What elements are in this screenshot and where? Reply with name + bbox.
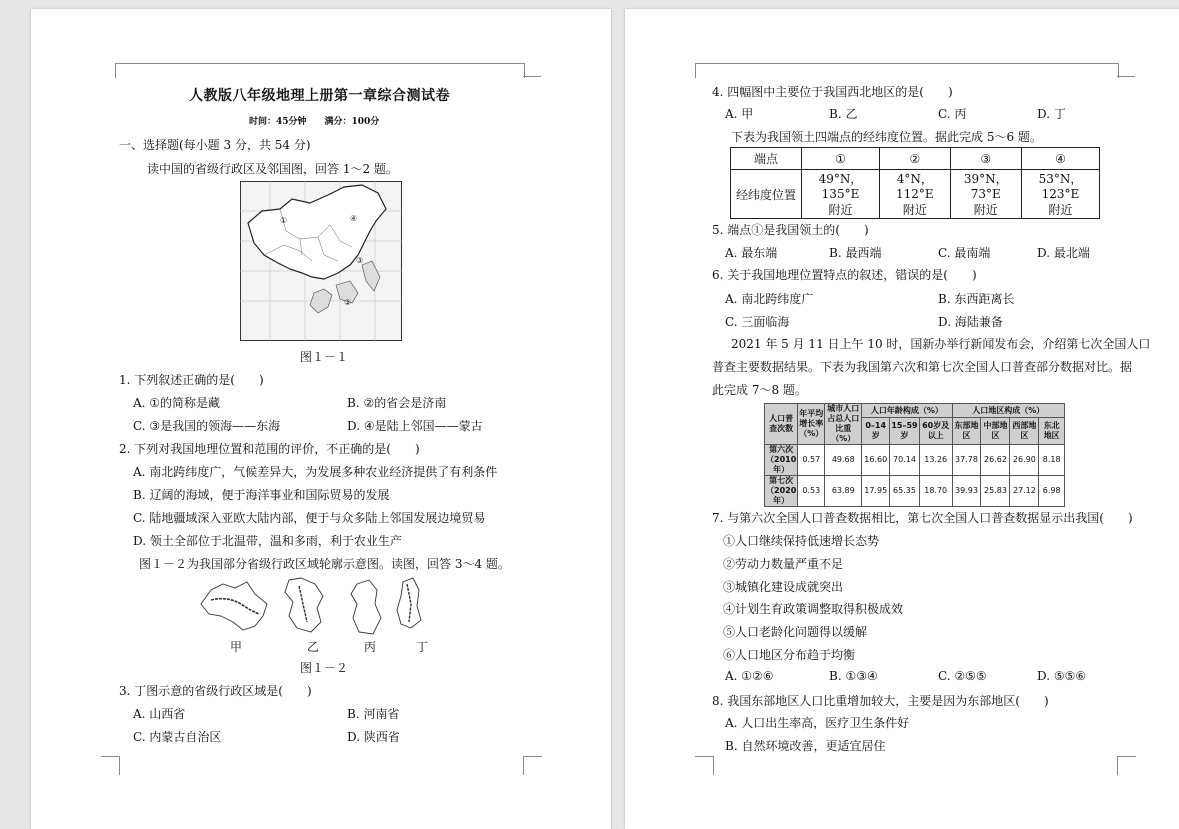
- census-cell: 25.83: [981, 476, 1010, 507]
- coord-value: 4°N，112°E: [895, 172, 934, 201]
- figure-label-ding: 丁: [416, 640, 429, 654]
- option-d: D. ④是陆上邻国——蒙古: [347, 419, 483, 433]
- census-subheader: 西部地区: [1010, 418, 1039, 445]
- census-cell: 65.35: [890, 476, 920, 507]
- census-header: 人口地区构成（%）: [952, 404, 1064, 418]
- exam-time-score: 时间：45分钟 满分：100分: [249, 117, 380, 127]
- census-subheader: 东北地区: [1039, 418, 1065, 445]
- figure-label-bing: 丙: [364, 640, 377, 654]
- crop-mark: [1117, 756, 1136, 775]
- census-cell: 49.68: [825, 445, 862, 476]
- china-province-map: [240, 181, 402, 341]
- passage-line: 2021 年 5 月 11 日上午 10 时，国新办举行新闻发布会，介绍第七次全国人口: [731, 337, 1151, 351]
- statement-item: ②劳动力数量严重不足: [723, 557, 844, 571]
- census-subheader: 中部地区: [981, 418, 1010, 445]
- document-page-1: [31, 9, 611, 829]
- svg-text:④: ④: [350, 214, 358, 223]
- question-stem: 1. 下列叙述正确的是( ): [119, 373, 264, 387]
- option-b: B. 最西端: [829, 246, 882, 260]
- census-subheader: 60岁及以上: [919, 418, 952, 445]
- census-header: 人口普查次数: [765, 404, 798, 445]
- crop-mark: [523, 76, 541, 77]
- coord-note: 附近: [828, 203, 853, 217]
- option-a: A. 最东端: [725, 246, 778, 260]
- option-d: D. 海陆兼备: [938, 315, 1003, 329]
- census-cell: 26.90: [1010, 445, 1039, 476]
- census-cell: 13.26: [919, 445, 952, 476]
- question-stem: 4. 四幅图中主要位于我国西北地区的是( ): [712, 85, 953, 99]
- census-cell: 16.60: [862, 445, 890, 476]
- census-header: 城市人口占总人口比重（%）: [825, 404, 862, 445]
- option-c: C. 陆地疆域深入亚欧大陆内部，便于与众多陆上邻国发展边境贸易: [133, 511, 486, 525]
- header-crop-mark: [695, 63, 1119, 78]
- table-cell: [1021, 170, 1099, 219]
- option-c: C. 丙: [938, 107, 967, 121]
- census-subheader: 15–59岁: [890, 418, 920, 445]
- table-cell: [950, 170, 1021, 219]
- coord-value: 49°N，135°E: [818, 172, 863, 201]
- crop-mark: [523, 756, 542, 775]
- coord-value: 53°N，123°E: [1038, 172, 1083, 201]
- crop-mark: [1117, 76, 1135, 77]
- extreme-points-table: [730, 147, 1100, 219]
- census-subheader: 0–14岁: [862, 418, 890, 445]
- coord-note: 附近: [902, 203, 927, 217]
- option-b: B. 辽阔的海域，便于海洋事业和国际贸易的发展: [133, 488, 390, 502]
- option-d: D. 陕西省: [347, 730, 400, 744]
- svg-text:①: ①: [280, 216, 288, 225]
- table-header-cell: 端点: [731, 148, 802, 170]
- option-d: D. 最北端: [1037, 246, 1090, 260]
- crop-mark: [101, 756, 120, 775]
- census-cell: 39.93: [952, 476, 981, 507]
- coord-note: 附近: [973, 203, 998, 217]
- option-d: D. ⑤⑤⑥: [1037, 669, 1087, 683]
- census-cell: 0.57: [798, 445, 825, 476]
- header-crop-mark: [115, 63, 525, 78]
- option-c: C. 最南端: [938, 246, 991, 260]
- question-stem: 8. 我国东部地区人口比重增加较大，主要是因为东部地区( ): [712, 694, 1049, 708]
- option-a: A. 人口出生率高，医疗卫生条件好: [725, 716, 910, 730]
- table-cell: [880, 170, 951, 219]
- census-cell: 27.12: [1010, 476, 1039, 507]
- figure-caption: 图１－２: [300, 661, 349, 675]
- figure-label-jia: 甲: [230, 640, 243, 654]
- question-intro: 图１－２为我国部分省级行政区域轮廓示意图。读图，回答 3～4 题。: [139, 557, 510, 571]
- option-b: B. 乙: [829, 107, 858, 121]
- question-stem: 5. 端点①是我国领土的( ): [712, 223, 869, 237]
- option-c: C. 三面临海: [725, 315, 790, 329]
- option-b: B. 自然环境改善，更适宜居住: [725, 739, 886, 753]
- coord-note: 附近: [1048, 203, 1073, 217]
- option-a: A. 甲: [725, 107, 754, 121]
- census-row-label: 第七次（2020年）: [766, 476, 797, 505]
- option-a: A. 南北跨纬度广: [725, 292, 814, 306]
- option-b: B. ①③④: [829, 669, 878, 683]
- census-cell: 37.78: [952, 445, 981, 476]
- question-intro: 读中国的省级行政区及邻国图，回答 1～2 题。: [147, 162, 398, 176]
- table-header-cell: ①: [802, 148, 880, 170]
- table-header-cell: ③: [950, 148, 1021, 170]
- census-cell: 17.95: [862, 476, 890, 507]
- question-stem: 7. 与第六次全国人口普查数据相比，第七次全国人口普查数据显示出我国( ): [712, 511, 1133, 525]
- figure-caption: 图１－１: [300, 350, 349, 364]
- table-header-cell: ②: [880, 148, 951, 170]
- passage-line: 此完成 7～8 题。: [712, 383, 807, 397]
- statement-item: ④计划生育政策调整取得积极成效: [723, 602, 904, 616]
- page-title: 人教版八年级地理上册第一章综合测试卷: [189, 88, 450, 104]
- table-cell: [802, 170, 880, 219]
- question-intro: 下表为我国领土四端点的经纬度位置。据此完成 5～6 题。: [731, 130, 1042, 144]
- province-outline-figure: [197, 574, 423, 636]
- crop-mark: [695, 756, 714, 775]
- coord-value: 39°N，73°E: [963, 172, 1008, 201]
- statement-item: ③城镇化建设成就突出: [723, 580, 844, 594]
- section-heading: 一、选择题(每小题 3 分，共 54 分): [119, 138, 311, 152]
- question-stem: 2. 下列对我国地理位置和范围的评价，不正确的是( ): [119, 442, 420, 456]
- figure-label-yi: 乙: [307, 640, 320, 654]
- census-header: 人口年龄构成（%）: [862, 404, 952, 418]
- document-page-2: [625, 9, 1179, 829]
- option-d: D. 领土全部位于北温带，温和多雨，利于农业生产: [133, 534, 402, 548]
- option-a: A. ①的简称是藏: [133, 396, 221, 410]
- option-b: B. 河南省: [347, 707, 400, 721]
- table-row-label: 经纬度位置: [731, 170, 802, 219]
- census-cell: 8.18: [1039, 445, 1065, 476]
- statement-item: ①人口继续保持低速增长态势: [723, 534, 880, 548]
- svg-text:②: ②: [344, 298, 352, 307]
- statement-item: ⑤人口老龄化问题得以缓解: [723, 625, 868, 639]
- census-subheader: 东部地区: [952, 418, 981, 445]
- passage-line: 普查主要数据结果。下表为我国第六次和第七次全国人口普查部分数据对比。据: [712, 360, 1133, 374]
- svg-text:③: ③: [356, 256, 364, 265]
- census-cell: 0.53: [798, 476, 825, 507]
- option-a: A. 山西省: [133, 707, 186, 721]
- census-cell: 18.70: [919, 476, 952, 507]
- census-header: 年平均增长率（%）: [798, 404, 825, 445]
- option-a: A. ①②⑥: [725, 669, 774, 683]
- census-cell: 63.89: [825, 476, 862, 507]
- table-header-cell: ④: [1021, 148, 1099, 170]
- census-cell: 6.98: [1039, 476, 1065, 507]
- option-d: D. 丁: [1037, 107, 1066, 121]
- census-row-label: 第六次（2010年）: [766, 445, 797, 474]
- option-b: B. 东西距离长: [938, 292, 1015, 306]
- census-table: [764, 403, 1065, 507]
- census-cell: 26.62: [981, 445, 1010, 476]
- option-c: C. 内蒙古自治区: [133, 730, 222, 744]
- option-c: C. ③是我国的领海——东海: [133, 419, 281, 433]
- option-a: A. 南北跨纬度广，气候差异大，为发展多种农业经济提供了有利条件: [133, 465, 498, 479]
- question-stem: 3. 丁图示意的省级行政区域是( ): [119, 684, 312, 698]
- option-c: C. ②⑤⑤: [938, 669, 987, 683]
- statement-item: ⑥人口地区分布趋于均衡: [723, 648, 856, 662]
- census-cell: 70.14: [890, 445, 920, 476]
- question-stem: 6. 关于我国地理位置特点的叙述，错误的是( ): [712, 268, 977, 282]
- option-b: B. ②的省会是济南: [347, 396, 447, 410]
